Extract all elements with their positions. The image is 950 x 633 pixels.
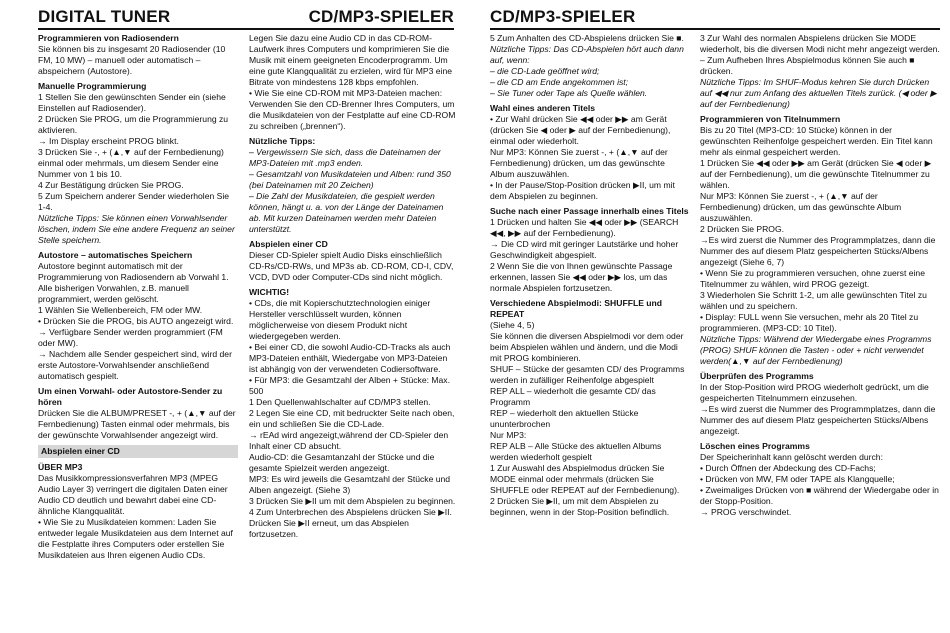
paragraph: → rEAd wird angezeigt,während der CD-Spieler den Inhalt einer CD absucht. (249, 430, 449, 451)
paragraph: Bis zu 20 Titel (MP3-CD: 10 Stücke) können in der gewünschten Reihenfolge gespeichert werden. Ein Titel kann mehr als einmal gespeichert werden. (700, 125, 933, 157)
paragraph: 1 Zur Auswahl des Abspielmodus drücken Sie MODE einmal oder mehrmals (drücken Sie SHUFFLE oder REPEAT auf der Fernbedienung). (490, 463, 680, 495)
section-heading: Manuelle Programmierung (38, 81, 147, 91)
paragraph: → Nachdem alle Sender gespeichert sind, wird der erste Autostore-Vorwahlsender anschließend automatisch gespielt. (38, 349, 232, 381)
paragraph: → Verfügbare Sender werden programmiert (FM oder MW). (38, 327, 223, 348)
tip-text: Nützliche Tipps: Im SHUF-Modus kehren Sie durch Drücken auf ◀◀ nur zum Anfang des aktuellen Titels zurück. (◀ oder ▶ auf der Fernbedienung) (700, 77, 937, 109)
paragraph: →Es wird zuerst die Nummer des Programmplatzes, dann die Nummer des auf diesem Platz gespeicherten Stücks/Albens angezeigt. (700, 404, 936, 436)
paragraph: • Drücken Sie die PROG, bis AUTO angezeigt wird. (38, 316, 234, 326)
paragraph: 5 Zum Anhalten des CD-Abspielens drücken Sie ■. (490, 33, 684, 43)
right-page (487, 0, 950, 633)
tip-text: – Die Zahl der Musikdateien, die gespielt werden können, hängt u. a. von der Länge der Dateinamen ab. Mit kurzen Dateinamen werden mehr Dateien unterstützt. (249, 191, 444, 234)
paragraph: 3 Wiederholen Sie Schritt 1-2, um alle gewünschten Titel zu wählen und zu speichern. (700, 290, 927, 311)
paragraph: • Zweimaliges Drücken von ■ während der Wiedergabe oder in der Stopp-Position. (700, 485, 939, 506)
paragraph: Das Musikkompressionsverfahren MP3 (MPEG Audio Layer 3) verringert die digitalen Daten einer Audio CD deutlich und bewahrt dabei eine CD-ähnliche Klangqualität. (38, 473, 228, 516)
paragraph: REP – wiederholt den aktuellen Stücke ununterbrochen (490, 408, 639, 429)
paragraph: • Zur Wahl drücken Sie ◀◀ oder ▶▶ am Gerät (drücken Sie ◀ oder ▶ auf der Fernbedienung), einmal oder wiederholt. (490, 114, 671, 146)
left-page-header (38, 4, 454, 30)
paragraph: 1 Drücken Sie ◀◀ oder ▶▶ am Gerät (drücken Sie ◀ oder ▶ auf der Fernbedienung), um die gewünschte Titelnummer zu wählen. (700, 158, 932, 190)
paragraph: Autostore beginnt automatisch mit der Programmierung von Radiosendern ab Vorwahl 1. Alle bisherigen Vorwahlen, z.B. manuell programmiert, werden gelöscht. (38, 261, 229, 304)
section-bar-heading: Abspielen einer CD (38, 445, 238, 458)
paragraph: • Display: FULL wenn Sie versuchen, mehr als 20 Titel zu programmieren. (MP3-CD: 10 Titel). (700, 312, 919, 333)
paragraph: MP3: Es wird jeweils die Gesamtzahl der Stücke und Alben angezeigt. (Siehe 3) (249, 474, 451, 495)
section-heading: Programmieren von Titelnummern (700, 114, 841, 124)
column-3 (490, 33, 690, 518)
paragraph: 2 Wenn Sie die von Ihnen gewünschte Passage erkennen, lassen Sie ◀◀ oder ▶▶ los, um das normale Abspielen fortzusetzen. (490, 261, 673, 293)
paragraph: 2 Drücken Sie PROG, um die Programmierung zu aktivieren. (38, 114, 229, 135)
paragraph: • Drücken von MW, FM oder TAPE als Klangquelle; (700, 474, 895, 484)
section-heading: Wahl eines anderen Titels (490, 103, 596, 113)
paragraph: 3 Drücken Sie ▶II um mit dem Abspielen zu beginnen. (249, 496, 456, 506)
section-heading: Abspielen einer CD (249, 239, 328, 249)
section-heading: WICHTIG! (249, 287, 290, 297)
tip-text: Nützliche Tipps: Sie können einen Vorwahlsender löschen, indem Sie eine andere Frequenz an seiner Stelle speichern. (38, 213, 235, 245)
section-heading: Löschen eines Programms (700, 441, 810, 451)
paragraph: → PROG verschwindet. (700, 507, 792, 517)
paragraph: Legen Sie dazu eine Audio CD in das CD-ROM-Laufwerk ihres Computers und komprimieren Sie die Musik mit einem geeigneten Encoderprogramm. Um eine gute Klangqualität zu erzielen, wird für MP3 eine Bitrate von mindestens 128 kbps empfohlen. (249, 33, 453, 87)
column-4 (700, 33, 940, 518)
paragraph: REP ALB – Alle Stücke des aktuellen Albums werden wiederholt gespielt (490, 441, 662, 462)
paragraph: 1 Drücken und halten Sie ◀◀ oder ▶▶ (SEARCH ◀◀, ▶▶ auf der Fernbedienung). (490, 217, 679, 238)
paragraph: 2 Legen Sie eine CD, mit bedruckter Seite nach oben, ein und schließen Sie die CD-Lade. (249, 408, 455, 429)
tip-text: Nützliche Tipps: Während der Wiedergabe eines Programms (PROG) SHUF können die Tasten - oder + nicht verwendet werden(▲,▼ auf der Fernbedienung) (700, 334, 932, 366)
paragraph: • Für MP3: die Gesamtzahl der Alben + Stücke: Max. 500 (249, 375, 450, 396)
tip-text: Nützliche Tipps: Das CD-Abspielen hört auch dann auf, wenn: (490, 44, 684, 65)
section-heading: Nützliche Tipps: (249, 136, 316, 146)
paragraph: Audio-CD: die Gesamtanzahl der Stücke und die gesamte Spielzeit werden angezeigt. (249, 452, 435, 473)
paragraph: 4 Zum Unterbrechen des Abspielens drücken Sie ▶II. Drücken Sie ▶II erneut, um das Abspielen fortzusetzen. (249, 507, 452, 539)
paragraph: Dieser CD-Spieler spielt Audio Disks einschließlich CD-Rs/CD-RWs, und MP3s ab. CD-ROM, CD-I, CDV, VCD, DVD oder Computer-CDs sind nicht möglich. (249, 250, 454, 282)
page-title-cd-mp3-right: CD/MP3-SPIELER (490, 7, 636, 26)
paragraph: Sie können die diversen Abspielmodi vor dem oder beim Abspielen wählen und ändern, und die Modi mit PROG kombinieren. (490, 331, 684, 363)
section-heading: Suche nach einer Passage innerhalb eines Titels (490, 206, 689, 216)
paragraph: Sie können bis zu insgesamt 20 Radiosender (10 FM, 10 MW) – manuell oder automatisch – abspeichern (Autostore). (38, 44, 226, 76)
paragraph: (Siehe 4, 5) (490, 320, 535, 330)
paragraph: 4 Zur Bestätigung drücken Sie PROG. (38, 180, 184, 190)
paragraph: →Es wird zuerst die Nummer des Programmplatzes, dann die Nummer des auf diesem Platz gespeicherten Stücks/Albens angezeigt (Siehe 6, 7) (700, 235, 936, 267)
right-page-header (490, 4, 940, 30)
paragraph: Nur MP3: (490, 430, 527, 440)
tip-text: – die CD-Lade geöffnet wird; (490, 66, 600, 76)
paragraph: • Bei einer CD, die sowohl Audio-CD-Tracks als auch MP3-Dateien enthält, Wiedergabe von MP3-Dateien ist abhängig von der verwendeten Codiersoftware. (249, 342, 451, 374)
paragraph: Nur MP3: Können Sie zuerst -, + (▲,▼ auf der Fernbedienung) drücken, um das gewünschte Album auszuwählen. (490, 147, 668, 179)
tip-text: – die CD am Ende angekommen ist; (490, 77, 629, 87)
paragraph: 1 Den Quellenwahlschalter auf CD/MP3 stellen. (249, 397, 431, 407)
paragraph: 3 Drücken Sie -, + (▲,▼ auf der Fernbedienung) einmal oder mehrmals, um diesem Sender eine Nummer von 1 bis 10. (38, 147, 224, 179)
tip-text: – Gesamtzahl von Musikdateien und Alben: rund 350 (bei Dateinamen mit 20 Zeichen) (249, 169, 451, 190)
page-title-digital-tuner: DIGITAL TUNER (38, 7, 171, 26)
paragraph: In der Stop-Position wird PROG wiederholt gedrückt, um die gespeicherten Titelnummern einzusehen. (700, 382, 929, 403)
paragraph: • Wie Sie eine CD-ROM mit MP3-Dateien machen: Verwenden Sie den CD-Brenner Ihres Computers, um die Musikdateien von der Festplatte auf eine CD-ROM zu schreiben („brennen“). (249, 88, 456, 131)
tip-text: – Sie Tuner oder Tape als Quelle wählen. (490, 88, 648, 98)
section-heading: Programmieren von Radiosendern (38, 33, 179, 43)
paragraph: → Die CD wird mit geringer Lautstärke und hoher Geschwindigkeit abgespielt. (490, 239, 679, 260)
paragraph: – Zum Aufheben Ihres Abspielmodus können Sie auch ■ drücken. (700, 55, 915, 76)
paragraph: • Wenn Sie zu programmieren versuchen, ohne zuerst eine Titelnummer zu wählen, wird PROG gezeigt. (700, 268, 925, 289)
page-title-cd-mp3-left: CD/MP3-SPIELER (308, 7, 454, 26)
paragraph: 3 Zur Wahl des normalen Abspielens drücken Sie MODE wiederholt, bis die diversen Modi nicht mehr angezeigt werden. (700, 33, 940, 54)
paragraph: Drücken Sie die ALBUM/PRESET -, + (▲,▼ auf der Fernbedienung) Tasten einmal oder mehrmals, bis der gewünschte Vorwahlsender angezeigt wird. (38, 408, 236, 440)
paragraph: REP ALL – wiederholt die gesamte CD/ das Programm (490, 386, 656, 407)
paragraph: • In der Pause/Stop-Position drücken ▶II, um mit dem Abspielen zu beginnen. (490, 180, 675, 201)
paragraph: Der Speicherinhalt kann gelöscht werden durch: (700, 452, 883, 462)
paragraph: 1 Wählen Sie Wellenbereich, FM oder MW. (38, 305, 203, 315)
section-heading: ÜBER MP3 (38, 462, 83, 472)
paragraph: 2 Drücken Sie ▶II, um mit dem Abspielen zu beginnen, wenn in der Stop-Position befindlich. (490, 496, 670, 517)
paragraph: 5 Zum Speichern anderer Sender wiederholen Sie 1-4. (38, 191, 230, 212)
paragraph: → Im Display erscheint PROG blinkt. (38, 136, 179, 146)
left-page (0, 0, 468, 633)
section-heading: Autostore – automatisches Speichern (38, 250, 193, 260)
paragraph: SHUF – Stücke der gesamten CD/ des Programms werden in zufälliger Reihenfolge abgespielt (490, 364, 685, 385)
paragraph: 2 Drücken Sie PROG. (700, 224, 785, 234)
paragraph: 1 Stellen Sie den gewünschten Sender ein (siehe Einstellen auf Radiosender). (38, 92, 226, 113)
section-heading: Um einen Vorwahl- oder Autostore-Sender zu hören (38, 386, 223, 407)
column-2 (249, 33, 457, 540)
paragraph: • Wie Sie zu Musikdateien kommen: Laden Sie entweder legale Musikdateien aus dem Internet auf die Festplatte ihres Computers oder erstellen Sie Musikdateien aus Ihren eigenen Audio CDs. (38, 517, 233, 560)
section-heading: Verschiedene Abspielmodi: SHUFFLE und REPEAT (490, 298, 663, 319)
paragraph: Nur MP3: Können Sie zuerst -, + (▲,▼ auf der Fernbedienung) drücken, um das gewünschte Album auszuwählen. (700, 191, 902, 223)
paragraph: • CDs, die mit Kopierschutztechnologien einiger Hersteller verschlüsselt wurden, können möglicherweise von diesem Produkt nicht wiedergegeben werden. (249, 298, 431, 341)
column-1 (38, 33, 238, 561)
section-heading: Überprüfen des Programms (700, 371, 814, 381)
paragraph: • Durch Öffnen der Abdeckung des CD-Fachs; (700, 463, 876, 473)
tip-text: – Vergewissern Sie sich, dass die Dateinamen der MP3-Dateien mit .mp3 enden. (249, 147, 441, 168)
